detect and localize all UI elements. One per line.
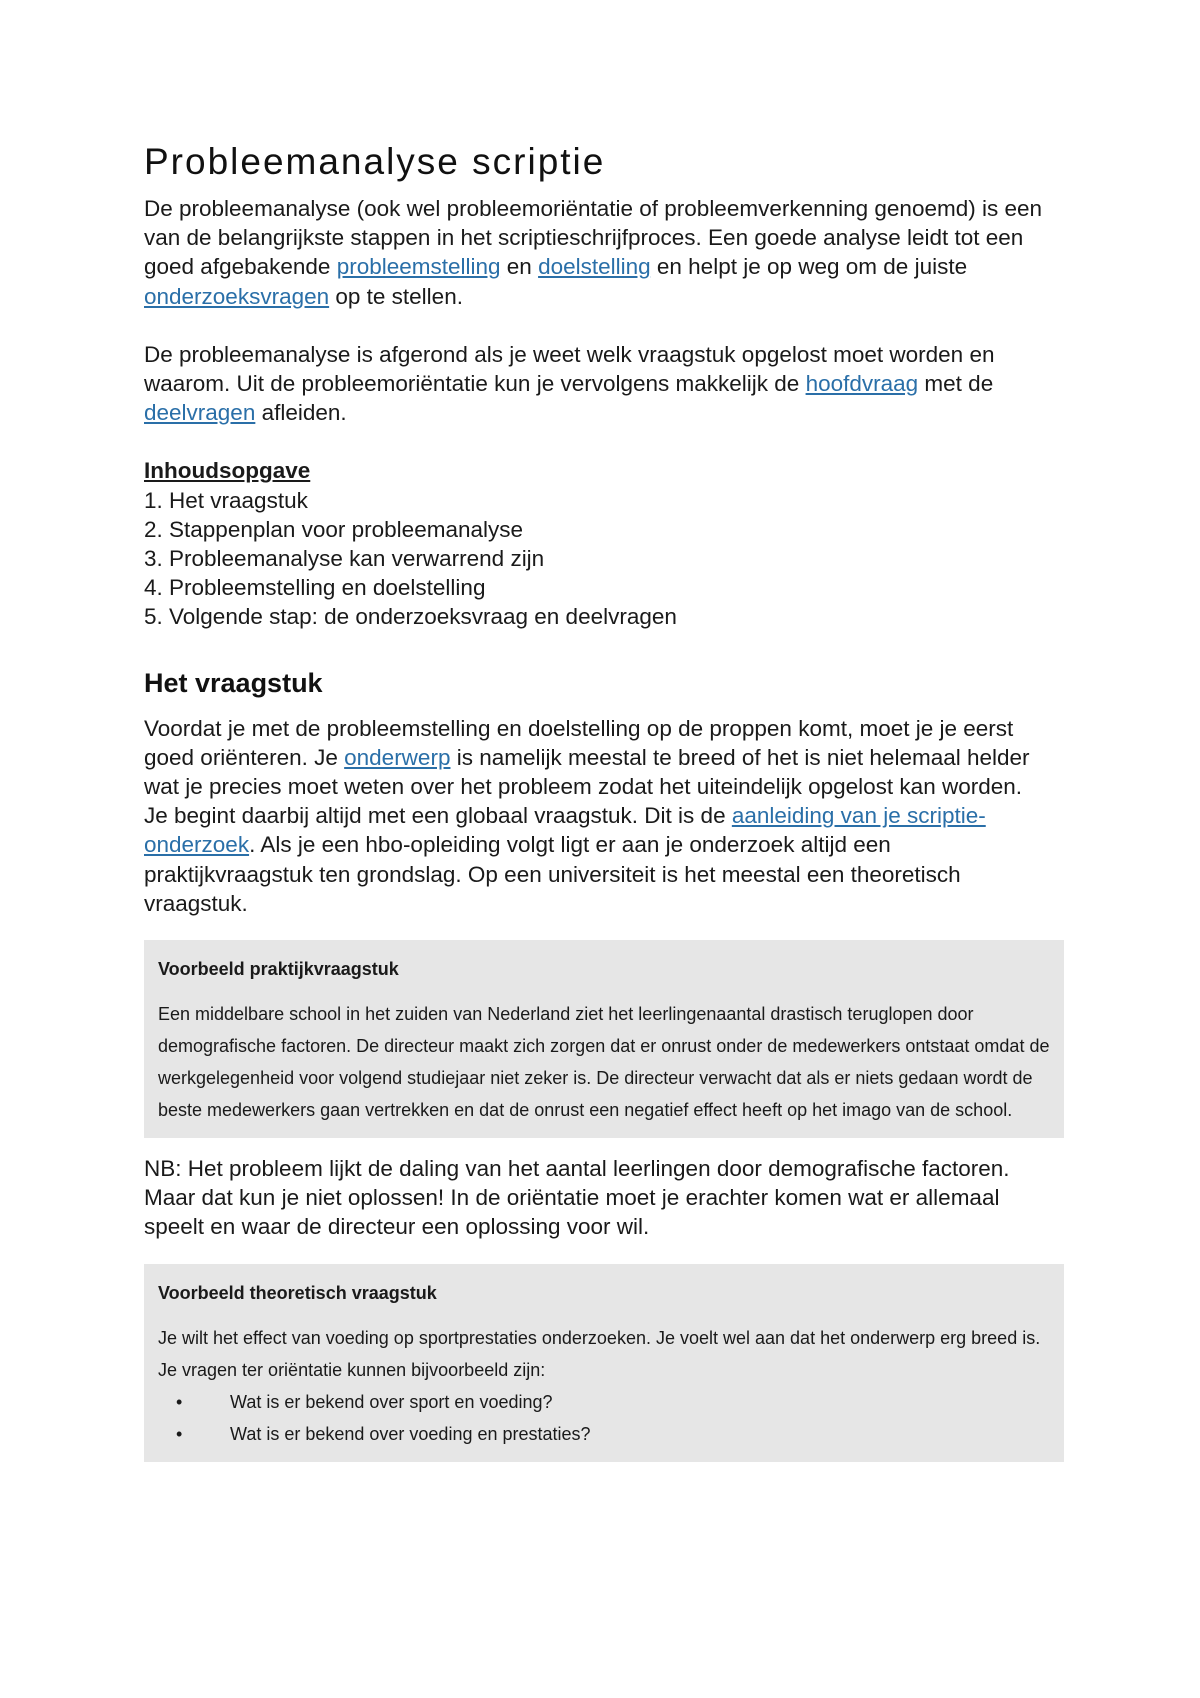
intro-paragraph-2	[144, 340, 1064, 428]
link-doelstelling[interactable]: doelstelling	[538, 254, 651, 280]
example-box-praktijk	[144, 940, 1064, 1138]
document-page	[144, 140, 1064, 1478]
intro-paragraph-1	[144, 194, 1064, 311]
section1-text: Je begint daarbij altijd met een globaal vraagstuk. Dit is de	[144, 803, 732, 829]
intro-text: en	[500, 254, 539, 280]
example-box-title: Voorbeeld theoretisch vraagstuk	[158, 1282, 437, 1303]
table-of-contents	[144, 486, 1064, 632]
bullet-icon: •	[176, 1391, 183, 1412]
page-title: Probleemanalyse scriptie	[144, 141, 606, 182]
section1-text: Voordat je met de probleemstelling en doelstelling op de proppen komt, moet je je eerst goed oriënteren. Je	[144, 715, 1014, 770]
bullet-list	[158, 1386, 1050, 1450]
toc-item-2[interactable]: 2. Stappenplan voor probleemanalyse	[144, 516, 524, 542]
nb-paragraph: NB: Het probleem lijkt de daling van het aantal leerlingen door demografische factoren. Maar dat kun je niet oplossen! In de oriëntatie moet je erachter komen wat er allemaal speelt en waar de directeur een oplossing voor wil.	[144, 1156, 1010, 1240]
section1-text: is namelijk meestal te breed of het is niet helemaal helder wat je precies moet weten over het probleem zodat het uiteindelijk opgelost kan worden.	[144, 744, 1030, 800]
spacer	[144, 427, 1064, 456]
example-box-theoretisch	[144, 1264, 1064, 1462]
toc-title: Inhoudsopgave	[144, 458, 311, 484]
link-onderwerp[interactable]: onderwerp	[344, 744, 451, 770]
toc-item-3[interactable]: 3. Probleemanalyse kan verwarrend zijn	[144, 546, 545, 572]
link-aanleiding-onderzoek[interactable]: aanleiding van je scriptie-onderzoek	[144, 803, 986, 858]
bullet-icon: •	[176, 1423, 183, 1444]
toc-item-4[interactable]: 4. Probleemstelling en doelstelling	[144, 575, 486, 601]
toc-item-1[interactable]: 1. Het vraagstuk	[144, 487, 308, 513]
list-item-text: Wat is er bekend over voeding en prestaties?	[230, 1423, 591, 1444]
link-deelvragen[interactable]: deelvragen	[144, 400, 256, 426]
section1-text: . Als je een hbo-opleiding volgt ligt er aan je onderzoek altijd een praktijkvraagstuk ten grondslag. Op een universiteit is het meestal een theoretisch vraagstuk.	[144, 832, 961, 916]
link-onderzoeksvragen[interactable]: onderzoeksvragen	[144, 283, 330, 309]
toc-item-5[interactable]: 5. Volgende stap: de onderzoeksvraag en deelvragen	[144, 604, 677, 630]
intro-text: op te stellen.	[329, 283, 463, 309]
intro-text: De probleemanalyse is afgerond als je weet welk vraagstuk opgelost moet worden en waarom. Uit de probleemoriëntatie kun je vervolgens makkelijk de	[144, 341, 995, 397]
intro-text: met de	[918, 371, 994, 397]
list-item	[158, 1386, 1050, 1418]
section1-paragraph-2	[144, 801, 1064, 918]
link-hoofdvraag[interactable]: hoofdvraag	[805, 371, 919, 397]
section-heading-het-vraagstuk: Het vraagstuk	[144, 667, 323, 698]
spacer	[144, 311, 1064, 340]
example-box-text: Een middelbare school in het zuiden van Nederland ziet het leerlingenaantal drastisch teruglopen door demografische factoren. De directeur maakt zich zorgen dat er onrust onder de medewerkers ontstaat omdat de werkgelegenheid voor volgend studiejaar niet zeker is. De directeur verwacht dat als er niets gedaan wordt de beste medewerkers gaan vertrekken en dat de onrust een negatief effect heeft op het imago van de school.	[158, 1004, 1050, 1121]
list-item	[158, 1418, 1050, 1450]
example-box-text: Je wilt het effect van voeding op sportprestaties onderzoeken. Je voelt wel aan dat het onderwerp erg breed is. Je vragen ter oriëntatie kunnen bijvoorbeeld zijn:	[158, 1327, 1041, 1380]
link-probleemstelling[interactable]: probleemstelling	[336, 254, 501, 280]
example-box-title: Voorbeeld praktijkvraagstuk	[158, 959, 399, 980]
list-item-text: Wat is er bekend over sport en voeding?	[230, 1391, 553, 1412]
intro-text: en helpt je op weg om de juiste	[650, 254, 968, 280]
intro-text: De probleemanalyse (ook wel probleemoriëntatie of probleemverkenning genoemd) is een van de belangrijkste stappen in het scriptieschrijfproces. Een goede analyse leidt tot een goed afgebakende	[144, 196, 1043, 280]
section1-paragraph-1	[144, 714, 1064, 802]
intro-text: afleiden.	[255, 400, 347, 426]
